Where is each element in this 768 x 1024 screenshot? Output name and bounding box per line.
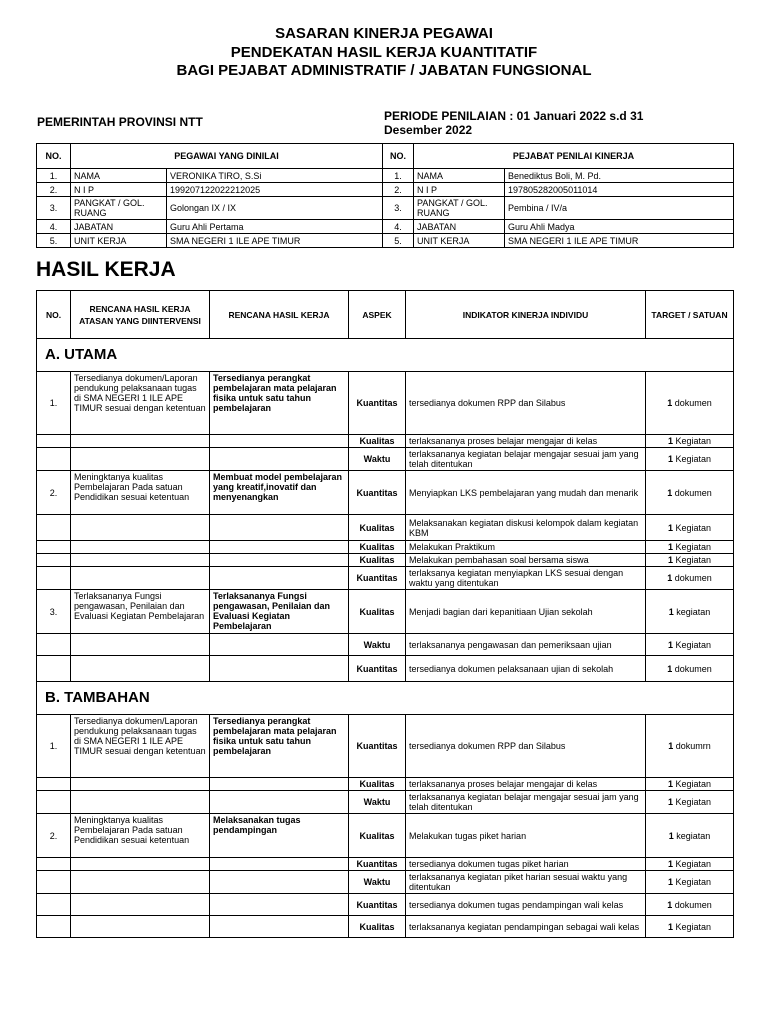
row-indikator: tersedianya dokumen pelaksanaan ujian di sekolah [406,656,646,682]
row-no: 2. [37,471,71,515]
row-no [37,656,71,682]
row-target [646,871,734,894]
row-indikator: Melakukan Praktikum [406,541,646,554]
target-number: 1 [667,573,673,583]
target-number: 1 [667,436,673,446]
row-aspek: Kuantitas [349,567,406,590]
pejabat-no: 1. [383,169,414,183]
target-number: 1 [668,606,674,617]
target-number: 1 [667,899,673,910]
hasil-kerja-title: HASIL KERJA [36,258,176,281]
row-rencana [210,448,349,471]
table-row [37,778,734,791]
row-rencana [210,858,349,871]
emp-value: Guru Ahli Pertama [167,220,383,234]
row-no [37,894,71,916]
table-row [37,634,734,656]
row-rencana [210,554,349,567]
doc-title-line1: SASARAN KINERJA PEGAWAI [275,25,493,42]
row-atasan: Meningktanya kualitas Pembelajaran Pada satuan Pendidikan sesuai ketentuan [71,814,210,858]
row-aspek: Kuantitas [349,372,406,435]
emp-label: UNIT KERJA [71,234,167,248]
pejabat-label: JABATAN [414,220,505,234]
row-indikator: tersedianya dokumen RPP dan Silabus [406,372,646,435]
table-row [37,567,734,590]
row-no [37,541,71,554]
row-indikator: terlaksananya proses belajar mengajar di kelas [406,778,646,791]
row-atasan [71,916,210,938]
target-unit: kegiatan [676,606,711,617]
target-unit: dokumrn [675,741,711,751]
employee-row [37,169,734,183]
row-target [646,715,734,778]
target-number: 1 [668,830,674,841]
row-no: 1. [37,372,71,435]
row-indikator: tersedianya dokumen RPP dan Silabus [406,715,646,778]
row-indikator: Menyiapkan LKS pembelajaran yang mudah dan menarik [406,471,646,515]
target-number: 1 [668,741,674,751]
target-unit: kegiatan [676,830,711,841]
target-number: 1 [667,522,673,533]
table-row [37,541,734,554]
row-atasan [71,567,210,590]
row-atasan: Terlaksananya Fungsi pengawasan, Penilaian dan Evaluasi Kegiatan Pembelajaran [71,590,210,634]
row-no [37,791,71,814]
pejabat-value: 197805282005011014 [505,183,734,197]
target-unit: dokumen [674,663,712,674]
table-row [37,814,734,858]
row-rencana: Melaksanakan tugas pendampingan [210,814,349,858]
target-number: 1 [667,779,673,789]
row-no [37,448,71,471]
emp-no: 4. [37,220,71,234]
employee-row [37,197,734,220]
table-row [37,372,734,435]
emp-no: 2. [37,183,71,197]
row-aspek: Kuantitas [349,656,406,682]
row-target [646,590,734,634]
row-indikator: tersedianya dokumen tugas pendampingan wali kelas [406,894,646,916]
target-number: 1 [667,639,673,650]
emp-label: PANGKAT / GOL. RUANG [71,197,167,220]
emp-value: Golongan IX / IX [167,197,383,220]
col-pejabat: PEJABAT PENILAI KINERJA [414,144,734,169]
row-target [646,778,734,791]
row-atasan [71,858,210,871]
row-target [646,554,734,567]
table-row [37,590,734,634]
target-unit: Kegiatan [675,859,712,869]
target-unit: dokumen [674,398,712,408]
target-number: 1 [667,542,673,552]
pejabat-label: N I P [414,183,505,197]
table-row [37,448,734,471]
emp-value: 199207122022212025 [167,183,383,197]
row-atasan [71,554,210,567]
emp-no: 5. [37,234,71,248]
table-row [37,435,734,448]
target-number: 1 [667,797,673,807]
row-no [37,567,71,590]
row-no [37,858,71,871]
table-row [37,916,734,938]
row-target [646,471,734,515]
emp-label: JABATAN [71,220,167,234]
table-row [37,471,734,515]
row-indikator: terlaksananya proses belajar mengajar di kelas [406,435,646,448]
row-rencana [210,871,349,894]
target-unit: Kegiatan [675,542,712,552]
target-unit: Kegiatan [675,555,712,565]
table-row [37,515,734,541]
row-target [646,515,734,541]
row-atasan: Meningktanya kualitas Pembelajaran Pada satuan Pendidikan sesuai ketentuan [71,471,210,515]
row-rencana: Terlaksananya Fungsi pengawasan, Penilaian dan Evaluasi Kegiatan Pembelajaran [210,590,349,634]
row-no [37,554,71,567]
row-aspek: Waktu [349,634,406,656]
doc-title-line3: BAGI PEJABAT ADMINISTRATIF / JABATAN FUNGSIONAL [176,62,592,79]
row-indikator: Melakukan tugas piket harian [406,814,646,858]
row-indikator: terlaksananya kegiatan belajar mengajar sesuai jam yang telah ditentukan [406,448,646,471]
hasil-table-header [37,291,734,339]
row-rencana [210,567,349,590]
target-unit: Kegiatan [675,877,712,887]
target-number: 1 [667,555,673,565]
hdr-atasan: RENCANA HASIL KERJA ATASAN YANG DIINTERVENSI [71,291,210,339]
col-no: NO. [37,144,71,169]
table-row [37,791,734,814]
emp-value: VERONIKA TIRO, S.Si [167,169,383,183]
row-aspek: Waktu [349,448,406,471]
row-aspek: Kuantitas [349,715,406,778]
target-unit: dokumen [674,487,712,498]
row-rencana [210,894,349,916]
row-rencana [210,656,349,682]
row-atasan [71,894,210,916]
section-utama-label: A. UTAMA [37,339,734,372]
target-unit: Kegiatan [675,797,712,807]
row-aspek: Kualitas [349,541,406,554]
row-no: 1. [37,715,71,778]
row-target [646,656,734,682]
pejabat-no: 3. [383,197,414,220]
table-row [37,656,734,682]
target-unit: Kegiatan [675,779,712,789]
target-number: 1 [667,663,673,674]
row-aspek: Waktu [349,871,406,894]
period-label: PERIODE PENILAIAN : 01 Januari 2022 s.d 31 Desember 2022 [384,109,644,137]
row-atasan [71,435,210,448]
row-rencana [210,634,349,656]
row-target [646,916,734,938]
row-no [37,515,71,541]
table-row [37,871,734,894]
row-rencana [210,515,349,541]
row-indikator: terlaksananya pengawasan dan pemeriksaan ujian [406,634,646,656]
row-indikator: terlaksananya kegiatan piket harian sesuai waktu yang ditentukan [406,871,646,894]
row-rencana: Tersedianya perangkat pembelajaran mata pelajaran fisika untuk satu tahun pembelajaran [210,715,349,778]
row-no [37,871,71,894]
target-unit: dokumen [674,573,712,583]
row-indikator: terlaksanya kegiatan menyiapkan LKS sesuai dengan waktu yang ditentukan [406,567,646,590]
row-target [646,814,734,858]
target-number: 1 [667,487,673,498]
row-indikator: terlaksananya kegiatan belajar mengajar sesuai jam yang telah ditentukan [406,791,646,814]
row-indikator: Melaksanakan kegiatan diskusi kelompok dalam kegiatan KBM [406,515,646,541]
row-atasan [71,791,210,814]
row-target [646,791,734,814]
row-rencana [210,435,349,448]
row-aspek: Kuantitas [349,471,406,515]
row-atasan [71,634,210,656]
row-aspek: Kualitas [349,814,406,858]
row-rencana [210,916,349,938]
hdr-aspek: ASPEK [349,291,406,339]
row-no [37,778,71,791]
row-no: 3. [37,590,71,634]
row-atasan [71,656,210,682]
emp-label: N I P [71,183,167,197]
row-no [37,916,71,938]
employee-table [36,143,734,248]
target-unit: Kegiatan [675,436,712,446]
pejabat-no: 4. [383,220,414,234]
hdr-target: TARGET / SATUAN [646,291,734,339]
row-indikator: tersedianya dokumen tugas piket harian [406,858,646,871]
row-aspek: Kualitas [349,778,406,791]
row-target [646,448,734,471]
row-aspek: Kualitas [349,916,406,938]
pejabat-value: Guru Ahli Madya [505,220,734,234]
pejabat-label: UNIT KERJA [414,234,505,248]
row-indikator: terlaksananya kegiatan pendampingan sebagai wali kelas [406,916,646,938]
row-aspek: Kuantitas [349,894,406,916]
hasil-kerja-table [36,290,734,938]
section-tambahan-label: B. TAMBAHAN [37,682,734,715]
row-target [646,894,734,916]
pejabat-no: 2. [383,183,414,197]
col-pegawai: PEGAWAI YANG DINILAI [71,144,383,169]
employee-row [37,220,734,234]
row-target [646,634,734,656]
row-rencana [210,791,349,814]
target-unit: Kegiatan [675,454,712,464]
row-aspek: Kuantitas [349,858,406,871]
row-rencana: Membuat model pembelajaran yang kreatif,inovatif dan menyenangkan [210,471,349,515]
section-utama-row [37,339,734,372]
table-row [37,715,734,778]
row-atasan: Tersedianya dokumen/Laporan pendukung pelaksanaan tugas di SMA NEGERI 1 ILE APE TIMUR sesuai dengan ketentuan [71,372,210,435]
row-no [37,634,71,656]
target-number: 1 [667,859,673,869]
target-number: 1 [667,398,673,408]
row-no: 2. [37,814,71,858]
row-atasan [71,778,210,791]
row-target [646,435,734,448]
row-rencana [210,778,349,791]
row-indikator: Menjadi bagian dari kepanitiaan Ujian sekolah [406,590,646,634]
government-label: PEMERINTAH PROVINSI NTT [37,115,203,129]
employee-row [37,234,734,248]
target-number: 1 [667,454,673,464]
section-tambahan-row [37,682,734,715]
row-atasan: Tersedianya dokumen/Laporan pendukung pelaksanaan tugas di SMA NEGERI 1 ILE APE TIMUR sesuai dengan ketentuan [71,715,210,778]
row-target [646,858,734,871]
target-number: 1 [667,921,673,932]
row-aspek: Kualitas [349,515,406,541]
table-row [37,894,734,916]
row-rencana [210,541,349,554]
row-indikator: Melakukan pembahasan soal bersama siswa [406,554,646,567]
pejabat-value: Benediktus Boli, M. Pd. [505,169,734,183]
row-aspek: Kualitas [349,554,406,567]
hdr-rencana: RENCANA HASIL KERJA [210,291,349,339]
col-no2: NO. [383,144,414,169]
row-rencana: Tersedianya perangkat pembelajaran mata pelajaran fisika untuk satu tahun pembelajaran [210,372,349,435]
row-target [646,567,734,590]
emp-value: SMA NEGERI 1 ILE APE TIMUR [167,234,383,248]
row-aspek: Kualitas [349,435,406,448]
pejabat-value: SMA NEGERI 1 ILE APE TIMUR [505,234,734,248]
target-unit: Kegiatan [675,921,712,932]
emp-no: 1. [37,169,71,183]
target-unit: Kegiatan [675,639,712,650]
row-atasan [71,515,210,541]
target-unit: dokumen [674,899,712,910]
row-aspek: Waktu [349,791,406,814]
table-row [37,858,734,871]
pejabat-no: 5. [383,234,414,248]
doc-title-line2: PENDEKATAN HASIL KERJA KUANTITATIF [230,44,538,61]
row-target [646,372,734,435]
employee-table-header [37,144,734,169]
row-atasan [71,541,210,554]
hdr-indikator: INDIKATOR KINERJA INDIVIDU [406,291,646,339]
pejabat-label: NAMA [414,169,505,183]
pejabat-label: PANGKAT / GOL. RUANG [414,197,505,220]
hdr-no: NO. [37,291,71,339]
row-no [37,435,71,448]
table-row [37,554,734,567]
emp-no: 3. [37,197,71,220]
employee-row [37,183,734,197]
row-atasan [71,871,210,894]
row-atasan [71,448,210,471]
row-aspek: Kualitas [349,590,406,634]
emp-label: NAMA [71,169,167,183]
pejabat-value: Pembina / IV/a [505,197,734,220]
target-unit: Kegiatan [675,522,712,533]
row-target [646,541,734,554]
target-number: 1 [667,877,673,887]
